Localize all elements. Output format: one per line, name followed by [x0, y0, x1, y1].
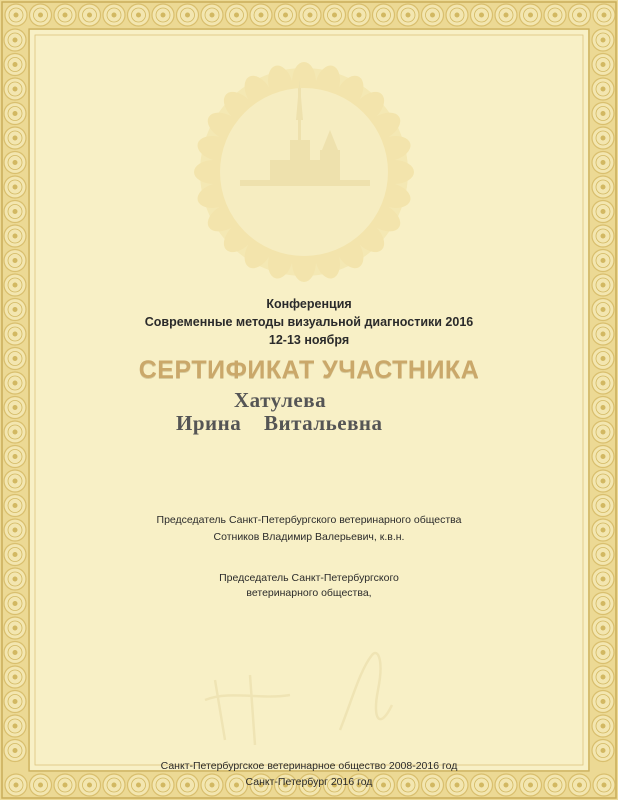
conference-label: Конференция — [266, 297, 352, 311]
chairman-name: Сотников Владимир Валерьевич, к.в.н. — [213, 531, 405, 543]
chairman-title: Председатель Санкт-Петербургского ветеринарного общества — [156, 514, 462, 526]
conference-title: Современные методы визуальной диагностики 2016 — [144, 315, 474, 329]
conference-dates: 12-13 ноября — [268, 333, 350, 347]
participant-first-name: Ирина — [176, 411, 242, 435]
second-chairman-title-line2: ветеринарного общества, — [246, 587, 372, 599]
footer-city-year: Санкт-Петербург 2016 год — [245, 776, 373, 788]
participant-surname: Хатулева — [234, 388, 327, 412]
participant-patronymic: Витальевна — [264, 411, 383, 435]
footer-organization: Санкт-Петербургское ветеринарное общество 2008-2016 год — [160, 760, 458, 772]
certificate-title: СЕРТИФИКАТ УЧАСТНИКА — [138, 356, 480, 384]
second-chairman-title-line1: Председатель Санкт-Петербургского — [219, 572, 399, 584]
